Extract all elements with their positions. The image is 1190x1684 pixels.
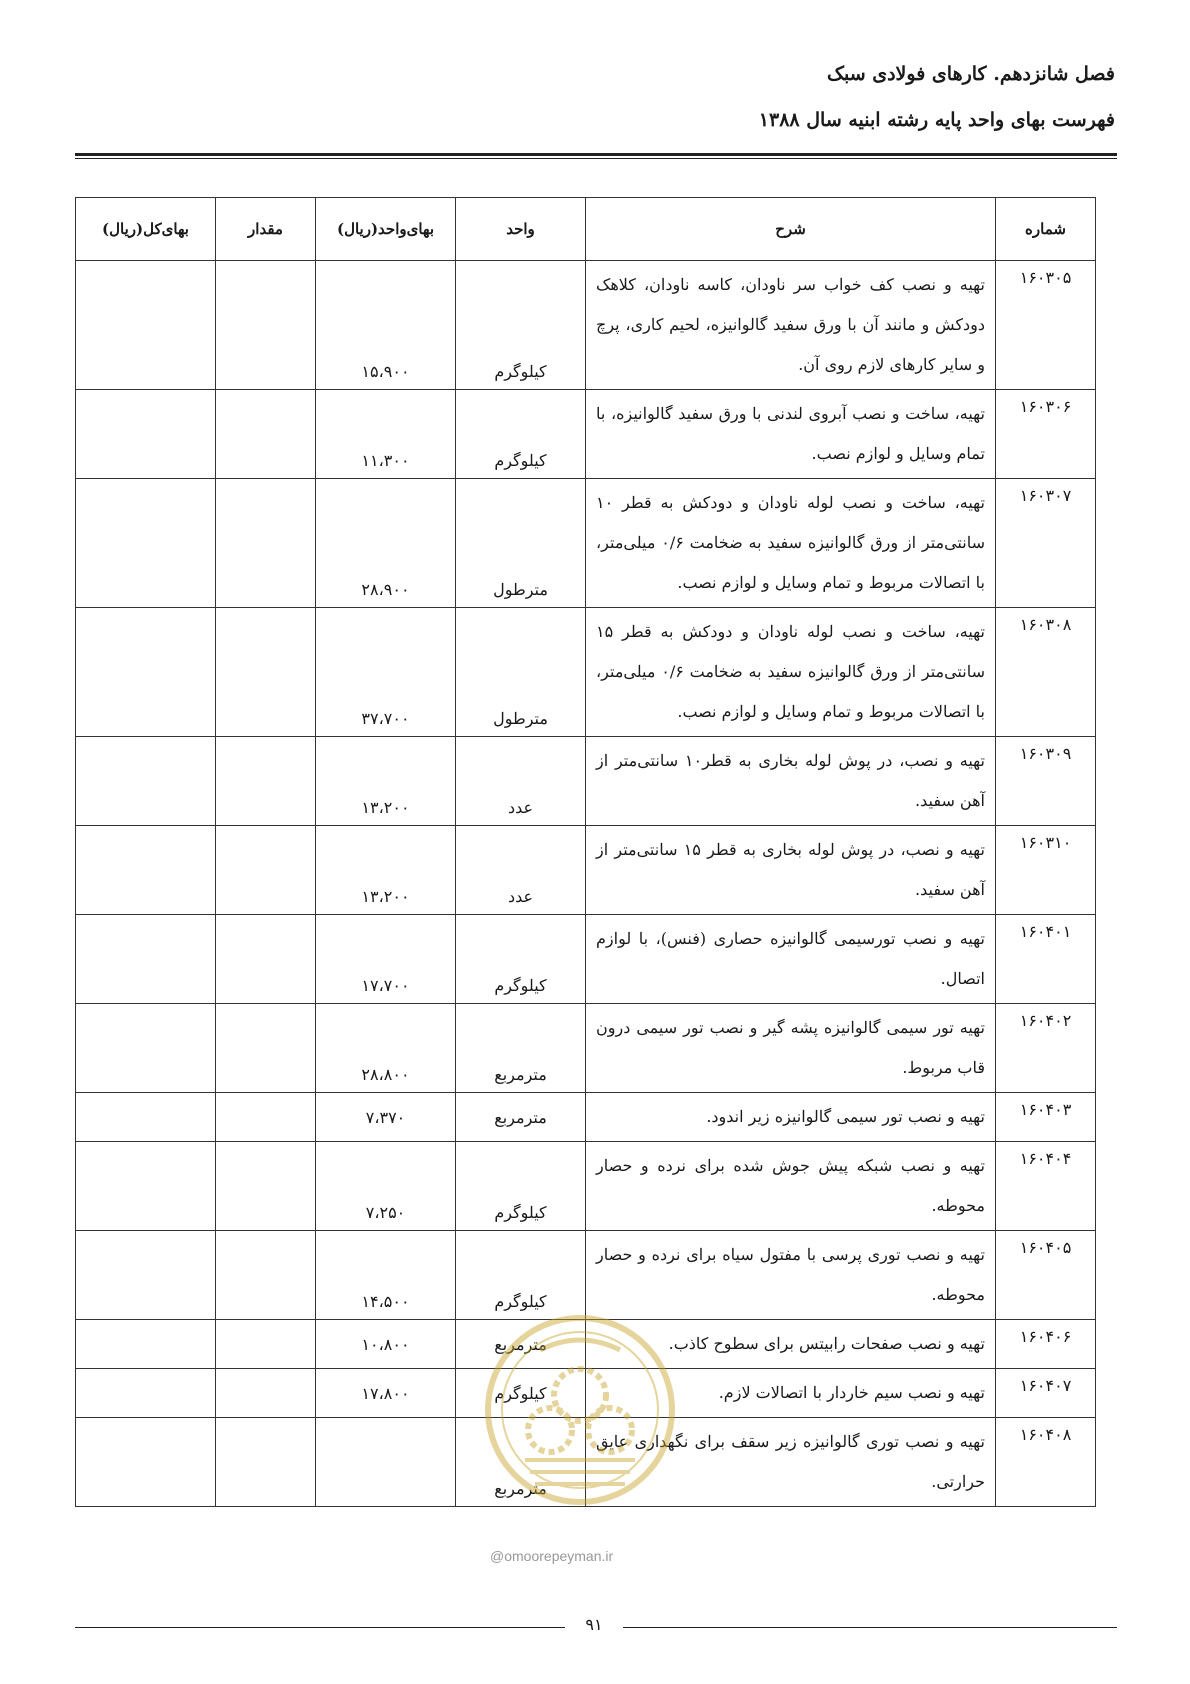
item-number: ۱۶۰۴۰۶ xyxy=(996,1320,1096,1369)
item-quantity xyxy=(216,826,316,915)
table-row xyxy=(76,1418,1096,1507)
item-number: ۱۶۰۳۰۷ xyxy=(996,479,1096,608)
item-total-price xyxy=(76,261,216,390)
item-unit: کیلوگرم xyxy=(456,1142,586,1231)
item-total-price xyxy=(76,1369,216,1418)
item-quantity xyxy=(216,390,316,479)
table-row xyxy=(76,390,1096,479)
item-number: ۱۶۰۳۱۰ xyxy=(996,826,1096,915)
item-total-price xyxy=(76,737,216,826)
item-unit: عدد xyxy=(456,737,586,826)
item-number: ۱۶۰۳۰۶ xyxy=(996,390,1096,479)
item-total-price xyxy=(76,390,216,479)
item-description: تهیه و نصب تورسیمی گالوانیزه حصاری (فنس)، با لوازم اتصال. xyxy=(586,915,996,1004)
item-total-price xyxy=(76,1093,216,1142)
item-quantity xyxy=(216,1418,316,1507)
header-rule-thick xyxy=(75,153,1117,156)
item-total-price xyxy=(76,826,216,915)
table-row xyxy=(76,1004,1096,1093)
item-unit-price xyxy=(316,1418,456,1507)
item-quantity xyxy=(216,1093,316,1142)
item-unit: کیلوگرم xyxy=(456,390,586,479)
table-row xyxy=(76,261,1096,390)
col-description-header: شرح xyxy=(586,198,996,261)
item-quantity xyxy=(216,479,316,608)
item-total-price xyxy=(76,608,216,737)
page-number: ۹۱ xyxy=(585,1615,603,1634)
table-row xyxy=(76,479,1096,608)
item-quantity xyxy=(216,737,316,826)
table-row xyxy=(76,608,1096,737)
price-table xyxy=(75,197,1096,1507)
item-description: تهیه و نصب شبکه پیش جوش شده برای نرده و حصار محوطه. xyxy=(586,1142,996,1231)
page-header xyxy=(759,58,1115,136)
table-row xyxy=(76,1320,1096,1369)
item-quantity xyxy=(216,1320,316,1369)
item-description: تهیه و نصب کف خواب سر ناودان، کاسه ناودان، کلاهک دودکش و مانند آن با ورق سفید گالوانیزه، لحیم کاری، پرچ و سایر کارهای لازم روی آن. xyxy=(586,261,996,390)
item-unit: مترمربع xyxy=(456,1093,586,1142)
item-description: تهیه و نصب، در پوش لوله بخاری به قطر ۱۵ سانتی‌متر از آهن سفید. xyxy=(586,826,996,915)
item-unit-price: ۱۷،۸۰۰ xyxy=(316,1369,456,1418)
table-row xyxy=(76,1231,1096,1320)
item-unit: مترطول xyxy=(456,608,586,737)
col-unit-header: واحد xyxy=(456,198,586,261)
item-number: ۱۶۰۴۰۸ xyxy=(996,1418,1096,1507)
item-total-price xyxy=(76,915,216,1004)
item-unit-price: ۳۷،۷۰۰ xyxy=(316,608,456,737)
item-number: ۱۶۰۴۰۲ xyxy=(996,1004,1096,1093)
col-number-header: شماره xyxy=(996,198,1096,261)
item-total-price xyxy=(76,1004,216,1093)
item-number: ۱۶۰۴۰۵ xyxy=(996,1231,1096,1320)
item-unit-price: ۱۰،۸۰۰ xyxy=(316,1320,456,1369)
item-unit: مترطول xyxy=(456,479,586,608)
item-number: ۱۶۰۴۰۱ xyxy=(996,915,1096,1004)
watermark-site: omoorepeyman.ir xyxy=(504,1548,614,1564)
item-quantity xyxy=(216,1142,316,1231)
item-unit-price: ۱۳،۲۰۰ xyxy=(316,737,456,826)
item-number: ۱۶۰۳۰۸ xyxy=(996,608,1096,737)
item-total-price xyxy=(76,1418,216,1507)
table-row xyxy=(76,1369,1096,1418)
item-unit-price: ۱۵،۹۰۰ xyxy=(316,261,456,390)
item-unit-price: ۱۷،۷۰۰ xyxy=(316,915,456,1004)
chapter-title: فصل شانزدهم. کارهای فولادی سبک xyxy=(826,63,1115,85)
item-number: ۱۶۰۴۰۴ xyxy=(996,1142,1096,1231)
item-unit: مترمربع xyxy=(456,1320,586,1369)
col-unit-price-header: بهای‌واحد(ریال) xyxy=(316,198,456,261)
item-unit: کیلوگرم xyxy=(456,1369,586,1418)
item-description: تهیه تور سیمی گالوانیزه پشه گیر و نصب تور سیمی درون قاب مربوط. xyxy=(586,1004,996,1093)
item-unit: کیلوگرم xyxy=(456,1231,586,1320)
item-total-price xyxy=(76,1320,216,1369)
table-row xyxy=(76,1142,1096,1231)
col-quantity-header: مقدار xyxy=(216,198,316,261)
item-total-price xyxy=(76,479,216,608)
table-row xyxy=(76,915,1096,1004)
footer-rule-right xyxy=(623,1627,1117,1628)
table-row xyxy=(76,826,1096,915)
item-number: ۱۶۰۴۰۳ xyxy=(996,1093,1096,1142)
header-rule-thin xyxy=(75,158,1117,159)
item-unit: کیلوگرم xyxy=(456,915,586,1004)
item-description: تهیه و نصب صفحات رابیتس برای سطوح کاذب. xyxy=(586,1320,996,1369)
item-unit: کیلوگرم xyxy=(456,261,586,390)
table-row xyxy=(76,737,1096,826)
item-unit-price: ۷،۲۵۰ xyxy=(316,1142,456,1231)
item-number: ۱۶۰۳۰۵ xyxy=(996,261,1096,390)
item-description: تهیه و نصب تور سیمی گالوانیزه زیر اندود. xyxy=(586,1093,996,1142)
item-quantity xyxy=(216,608,316,737)
item-description: تهیه، ساخت و نصب لوله ناودان و دودکش به قطر ۱۰ سانتی‌متر از ورق گالوانیزه سفید به ضخامت ۰/۶ میلی‌متر، با اتصالات مربوط و تمام وسایل و لوازم نصب. xyxy=(586,479,996,608)
list-title: فهرست بهای واحد پایه رشته ابنیه سال ۱۳۸۸ xyxy=(758,109,1115,131)
item-total-price xyxy=(76,1231,216,1320)
item-description: تهیه، ساخت و نصب آبروی لندنی با ورق سفید گالوانیزه، با تمام وسایل و لوازم نصب. xyxy=(586,390,996,479)
item-unit: عدد xyxy=(456,826,586,915)
item-quantity xyxy=(216,1004,316,1093)
item-unit-price: ۱۱،۳۰۰ xyxy=(316,390,456,479)
item-quantity xyxy=(216,1231,316,1320)
item-quantity xyxy=(216,915,316,1004)
item-number: ۱۶۰۴۰۷ xyxy=(996,1369,1096,1418)
item-unit: مترمربع xyxy=(456,1418,586,1507)
item-unit-price: ۱۳،۲۰۰ xyxy=(316,826,456,915)
table-header-row xyxy=(76,198,1096,261)
item-description: تهیه و نصب سیم خاردار با اتصالات لازم. xyxy=(586,1369,996,1418)
item-number: ۱۶۰۳۰۹ xyxy=(996,737,1096,826)
item-quantity xyxy=(216,261,316,390)
item-unit-price: ۲۸،۸۰۰ xyxy=(316,1004,456,1093)
footer-rule-left xyxy=(75,1627,565,1628)
item-unit: مترمربع xyxy=(456,1004,586,1093)
item-description: تهیه و نصب توری گالوانیزه زیر سقف برای نگهداری عایق حرارتی. xyxy=(586,1418,996,1507)
watermark-site-text: @omoorepeyman.ir xyxy=(490,1548,614,1564)
col-total-price-header: بهای‌کل(ریال) xyxy=(76,198,216,261)
item-quantity xyxy=(216,1369,316,1418)
item-unit-price: ۲۸،۹۰۰ xyxy=(316,479,456,608)
item-description: تهیه، ساخت و نصب لوله ناودان و دودکش به قطر ۱۵ سانتی‌متر از ورق گالوانیزه سفید به ضخامت ۰/۶ میلی‌متر، با اتصالات مربوط و تمام وسایل و لوازم نصب. xyxy=(586,608,996,737)
item-description: تهیه و نصب، در پوش لوله بخاری به قطر۱۰ سانتی‌متر از آهن سفید. xyxy=(586,737,996,826)
item-unit-price: ۱۴،۵۰۰ xyxy=(316,1231,456,1320)
table-row xyxy=(76,1093,1096,1142)
item-total-price xyxy=(76,1142,216,1231)
item-description: تهیه و نصب توری پرسی با مفتول سیاه برای نرده و حصار محوطه. xyxy=(586,1231,996,1320)
item-unit-price: ۷،۳۷۰ xyxy=(316,1093,456,1142)
